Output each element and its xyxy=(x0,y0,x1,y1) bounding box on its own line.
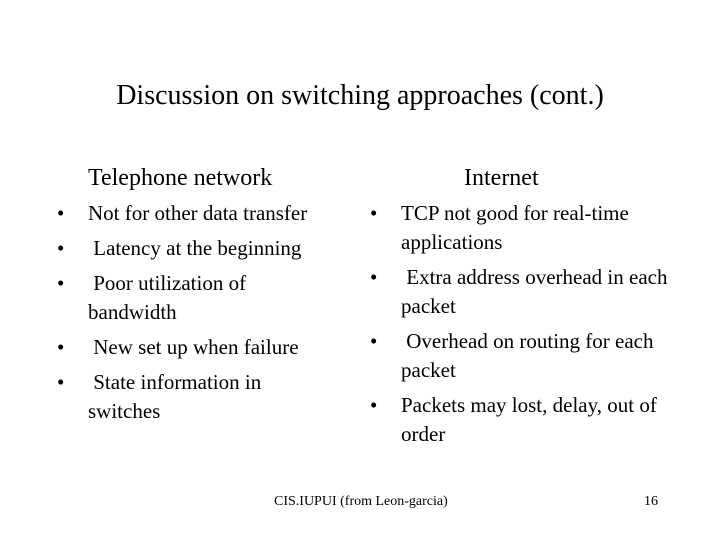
list-item xyxy=(57,333,357,362)
list-item xyxy=(370,199,710,257)
internet-heading: Internet xyxy=(464,165,539,191)
bullet-icon: • xyxy=(370,201,378,225)
list-item xyxy=(370,263,710,321)
list-item xyxy=(57,234,357,263)
list-item-text: New set up when failure xyxy=(88,335,299,359)
bullet-icon: • xyxy=(370,265,378,289)
bullet-icon: • xyxy=(370,329,378,353)
telephone-network-heading: Telephone network xyxy=(88,165,273,191)
list-item-text: Poor utilization of bandwidth xyxy=(88,271,252,324)
list-item-text: Packets may lost, delay, out of order xyxy=(401,393,657,446)
slide-title: Discussion on switching approaches (cont.) xyxy=(116,80,604,111)
list-item-text: Overhead on routing for each packet xyxy=(401,329,659,382)
list-item xyxy=(57,199,357,228)
bullet-icon: • xyxy=(370,393,378,417)
list-item-text: Extra address overhead in each packet xyxy=(401,265,673,318)
list-item-text: Latency at the beginning xyxy=(88,236,302,260)
internet-list xyxy=(370,199,710,455)
list-item-text: State information in switches xyxy=(88,370,267,423)
list-item xyxy=(370,391,710,449)
bullet-icon: • xyxy=(57,271,65,295)
list-item-text: TCP not good for real-time applications xyxy=(401,201,629,254)
list-item-text: Not for other data transfer xyxy=(88,201,308,225)
bullet-icon: • xyxy=(57,370,65,394)
list-item xyxy=(57,368,357,426)
list-item xyxy=(370,327,710,385)
slide-footer: CIS.IUPUI (from Leon-garcia) xyxy=(274,494,448,509)
bullet-icon: • xyxy=(57,335,65,359)
bullet-icon: • xyxy=(57,201,65,225)
page-number: 16 xyxy=(644,494,658,509)
list-item xyxy=(57,269,357,327)
telephone-network-list xyxy=(57,199,357,432)
bullet-icon: • xyxy=(57,236,65,260)
